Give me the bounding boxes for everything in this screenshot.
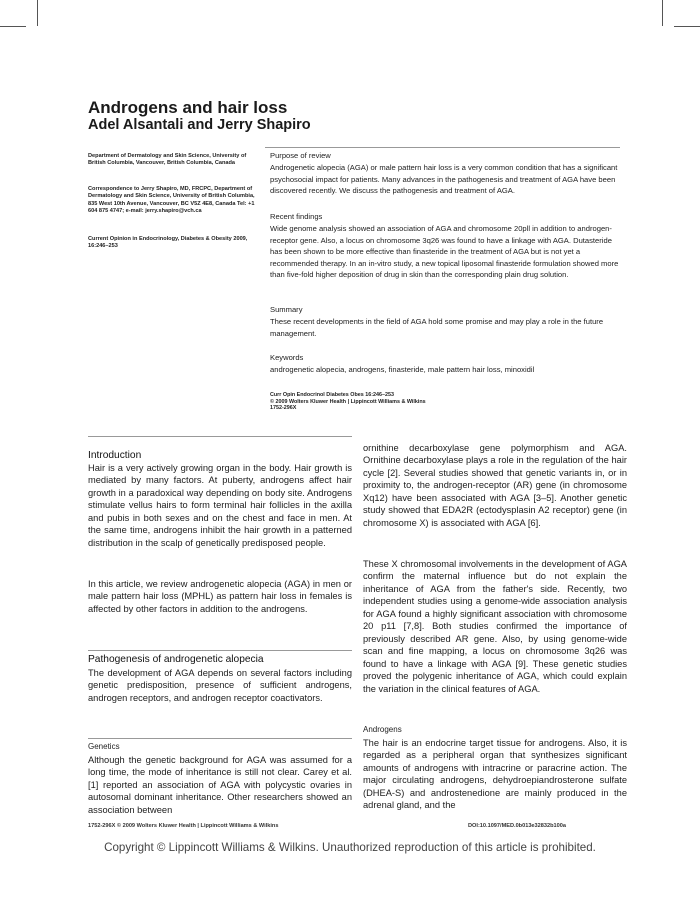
footer-issn: 1752-296X © 2009 Wolters Kluwer Health | Lippincott Williams & Wilkins — [88, 823, 279, 829]
findings-text: Wide genome analysis showed an association of AGA and chromosome 20pll in addition to androgen-receptor gene. Also, a locus on chromosome 3q26 was found to have a linkage with AGA. Dutasteride has been shown to be more effective than finasteride in the treatment of AGA but is not yet a recommended therapy. In an in-vitro study, a new topical liposomal finasteride formulation showed more than five-fold higher deposition of drug in skin than the corresponding plain drug solution. — [270, 224, 619, 280]
purpose-heading: Purpose of review — [270, 151, 331, 160]
genetics-text: Although the genetic background for AGA was assumed for a long time, the mode of inheritance is still not clear. Carey et al. [1] reported an association of AGA with polycystic ovaries in autosomal dominant inheritance. Other researchers showed an association between — [88, 755, 352, 815]
left-column-rule — [88, 436, 352, 437]
crop-mark-left-top — [0, 26, 26, 27]
copyright-notice: Copyright © Lippincott Williams & Wilkins. Unauthorized reproduction of this article is prohibited. — [104, 841, 596, 854]
pathogenesis-rule — [88, 650, 352, 651]
introduction-paragraph-1: Hair is a very actively growing organ in the body. Hair growth is mediated by many factors. At puberty, androgens affect hair growth in a paradoxical way depending on body site. Androgens stimulate vellus hairs to form terminal hair follicles in the axilla and pubis in both sexes and on the chest and face in men. At the same time, androgens inhibit the hair growth in a patterned distribution in the scalp of genetically predisposed people. — [88, 463, 352, 548]
androgens-heading: Androgens — [363, 725, 402, 734]
keywords-text: androgenetic alopecia, androgens, finasteride, male pattern hair loss, minoxidil — [270, 365, 535, 374]
introduction-heading: Introduction — [88, 450, 142, 461]
citation-block: Curr Opin Endocrinol Diabetes Obes 16:246–253 © 2009 Wolters Kluwer Health | Lippincott Williams & Wilkins 1752-296X — [270, 392, 426, 412]
right-paragraph-2: These X chromosomal involvements in the development of AGA confirm the maternal influence but do not explain the inheritance of AGA from the father's side. Recently, two independent studies using a genome-wide association analysis for AGA found a highly significant association with chromosome 20 p11 [7,8]. Both studies confirmed the importance of previously described AR gene. Also, by using genome-wide scan and fine mapping, a locus on chromosome 3q26 was found to have a linkage with AGA [9]. These genetic studies proved the polygenic inheritance of AGA, which could explain the variation in the clinical features of AGA. — [363, 559, 627, 694]
article-authors: Adel Alsantali and Jerry Shapiro — [88, 117, 311, 133]
crop-mark-top-right — [662, 0, 663, 26]
summary-text: These recent developments in the field of AGA hold some promise and may play a role in the future management. — [270, 317, 604, 338]
pathogenesis-text: The development of AGA depends on several factors including genetic predisposition, presence of sufficient androgens, androgen receptors, and androgen receptor coactivators. — [88, 668, 352, 703]
genetics-heading: Genetics — [88, 742, 120, 751]
pathogenesis-heading: Pathogenesis of androgenetic alopecia — [88, 654, 264, 665]
summary-heading: Summary — [270, 305, 303, 314]
article-title: Androgens and hair loss — [88, 98, 288, 117]
findings-heading: Recent findings — [270, 212, 323, 221]
correspondence-info: Correspondence to Jerry Shapiro, MD, FRCPC, Department of Dermatology and Skin Science, University of British Columbia, 835 West 10th Avenue, Vancouver, BC V5Z 4E8, Canada Tel: +1 604 875 4747; e-mail: jerry.shapiro@vch.ca — [88, 186, 255, 215]
androgens-text: The hair is an endocrine target tissue for androgens. Also, it is regarded as a peripheral organ that synthesizes significant amounts of androgens with intracrine or paracrine action. The major circulating androgens, dehydroepiandrosterone sulfate (DHEA-S) and androstenedione are mainly produced in the adrenal gland, and the — [363, 738, 627, 811]
crop-mark-top-left — [37, 0, 38, 26]
footer-doi: DOI:10.1097/MED.0b013e32832b100a — [468, 823, 566, 829]
journal-reference: Current Opinion in Endocrinology, Diabetes & Obesity 2009, 16:246–253 — [88, 236, 248, 250]
abstract-top-rule — [265, 147, 620, 148]
purpose-text: Androgenetic alopecia (AGA) or male pattern hair loss is a very common condition that has a significant psychosocial impact for patients. Many advances in the pathogenesis and treatment of AGA have been discovered recently. We discuss the pathogenesis and treatment of AGA. — [270, 163, 618, 196]
keywords-heading: Keywords — [270, 353, 304, 362]
crop-mark-right-top — [674, 26, 700, 27]
author-affiliation: Department of Dermatology and Skin Science, University of British Columbia, Vancouver, British Columbia, Canada — [88, 153, 247, 167]
right-paragraph-1: ornithine decarboxylase gene polymorphism and AGA. Ornithine decarboxylase plays a role in the regulation of the hair cycle [2]. Several studies showed that genetic variants in, or in proximity to, the androgen-receptor (AR) gene (in chromosome Xq12) have been associated with AGA [3–5]. Another genetic study showed that EDA2R (ectodysplasin A2 receptor) gene (in chromosome X) is associated with AGA [6]. — [363, 443, 627, 528]
genetics-rule — [88, 738, 352, 739]
introduction-paragraph-2: In this article, we review androgenetic alopecia (AGA) in men or male pattern hair loss (MPHL) as pattern hair loss in females is affected by other factors in addition to the androgens. — [88, 579, 352, 614]
